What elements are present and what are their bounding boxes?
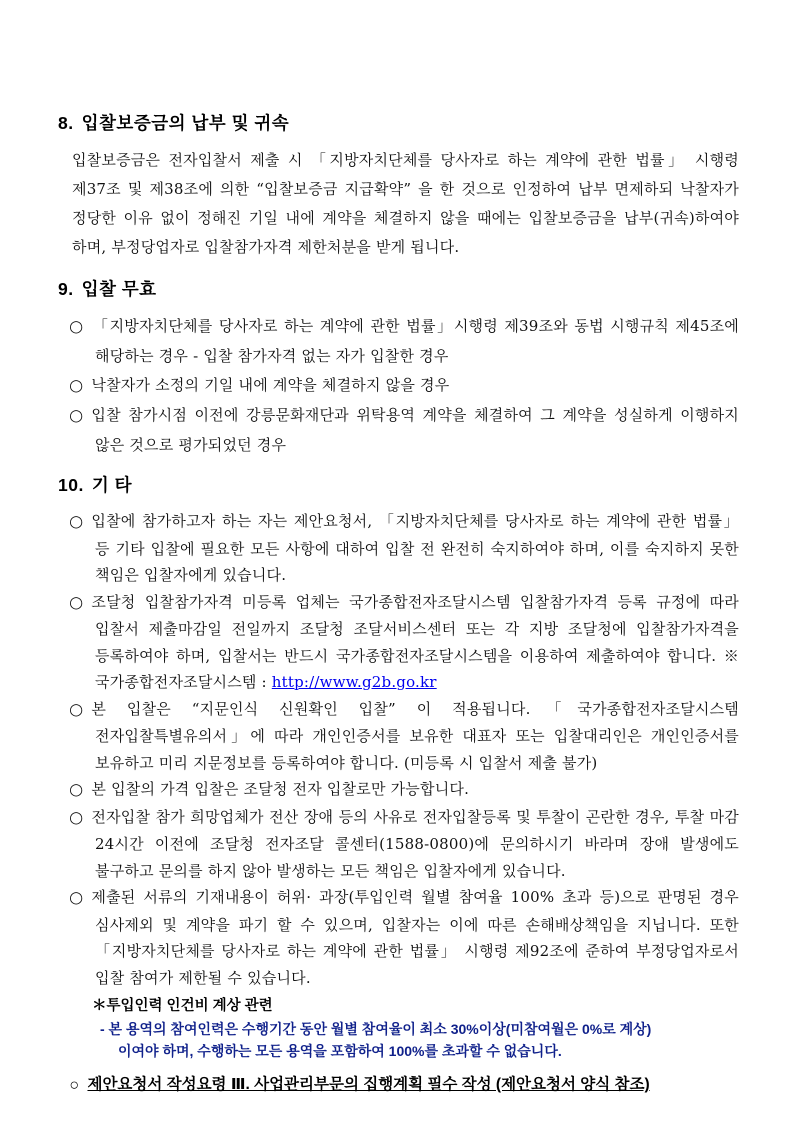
section-9-title: 입찰 무효 — [81, 279, 157, 299]
bullet-text: 입찰에 참가하고자 하는 자는 제안요청서, 「지방자치단체를 당사자로 하는 계약에 관한 법률」 등 기타 입찰에 필요한 모든 사항에 대하여 입찰 전 완전히 숙지하여야 하며, 이를 숙지하지 못한 책임은 입찰자에게 있습니다. — [91, 512, 739, 584]
bullet-text: 입찰 참가시점 이전에 강릉문화재단과 위탁용역 계약을 체결하여 그 계약을 성실하게 이행하지 않은 것으로 평가되었던 경우 — [91, 406, 739, 454]
section-8-body: 입찰보증금은 전자입찰서 제출 시 「지방자치단체를 당사자로 하는 계약에 관한 법률」 시행령 제37조 및 제38조에 의한 “입찰보증금 지급확약” 을 한 것으로 인정하여 납부 면제하되 낙찰자가 정당한 이유 없이 정해진 기일 내에 계약을 체결하지 않을 때에는 입찰보증금을 납부(귀속)하여야 하며, 부정당업자로 입찰참가자격 제한처분을 받게 됩니다. — [72, 151, 739, 256]
section-10-title: 기 타 — [91, 475, 133, 495]
section-8-title: 입찰보증금의 납부 및 귀속 — [81, 113, 290, 133]
manpower-note-title: ＊투입인력 인건비 계상 관련 — [92, 998, 273, 1014]
section-10 — [58, 474, 739, 1099]
section-10-bullet-3 — [69, 696, 739, 777]
section-10-bullet-4 — [69, 776, 739, 804]
section-9 — [58, 278, 739, 460]
circle-bullet-icon: ○ — [69, 317, 84, 337]
section-10-bullet-5 — [69, 804, 739, 885]
circle-bullet-icon: ○ — [69, 376, 84, 396]
circle-bullet-icon: ○ — [69, 512, 84, 532]
circle-bullet-icon: ○ — [69, 808, 84, 827]
manpower-note-line-2: 이여야 하며, 수행하는 모든 용역을 포함하여 100%를 초과할 수 없습니다. — [118, 1043, 562, 1059]
circle-bullet-icon: ○ — [69, 780, 84, 800]
section-9-number: 9. — [58, 279, 74, 299]
bullet-text: 「지방자치단체를 당사자로 하는 계약에 관한 법률」시행령 제39조와 동법 시행규칙 제45조에 해당하는 경우 - 입찰 참가자격 없는 자가 입찰한 경우 — [91, 317, 739, 365]
g2b-url-link[interactable]: http://www.g2b.go.kr — [271, 673, 437, 691]
bullet-text: 본 입찰의 가격 입찰은 조달청 전자 입찰로만 가능합니다. — [91, 780, 470, 798]
section-10-bullet-1 — [69, 508, 739, 589]
section-10-number: 10. — [58, 475, 84, 495]
bullet-text: 전자입찰 참가 희망업체가 전산 장애 등의 사유로 전자입찰등록 및 투찰이 곤란한 경우, 투찰 마감 24시간 이전에 조달청 전자조달 콜센터(1588-0800)에 문의하시기 바라며 장애 발생에도 불구하고 문의를 하지 않아 발생하는 모든 책임은 입찰자에게 있습니다. — [91, 807, 739, 880]
bullet-text: 조달청 입찰참가자격 미등록 업체는 국가종합전자조달시스템 입찰참가자격 등록 규정에 따라 입찰서 제출마감일 전일까지 조달청 조달서비스센터 또는 각 지방 조달청에 입찰참가자격을 등록하여야 하며, 입찰서는 반드시 국가종합전자조달시스템을 이용하여 제출하여야 합니다. ※국가종합전자조달시스템 : — [91, 592, 739, 691]
section-8-number: 8. — [58, 113, 74, 133]
circle-bullet-icon: ○ — [69, 406, 84, 426]
circle-bullet-icon: ○ — [69, 700, 84, 719]
bullet-text: 본 입찰은 “지문인식 신원확인 입찰” 이 적용됩니다.「국가종합전자조달시스템 전자입찰특별유의서」에 따라 개인인증서를 보유한 대표자 또는 입찰대리인은 개인인증서를 보유하고 미리 지문정보를 등록하여야 합니다. (미등록 시 입찰서 제출 불가) — [91, 699, 739, 772]
section-10-bullet-6 — [69, 884, 739, 991]
section-9-bullet-3 — [69, 401, 739, 460]
section-8-heading — [58, 112, 739, 134]
circle-bullet-icon: ○ — [69, 593, 84, 612]
section-10-heading — [58, 474, 739, 496]
section-10-bullet-2 — [69, 589, 739, 696]
section-9-bullet-2 — [69, 371, 739, 401]
circle-bullet-icon: ○ — [69, 1074, 80, 1094]
bullet-text-underlined: 제안요청서 작성요령 Ⅲ. 사업관리부문의 집행계획 필수 작성 (제안요청서 양식 참조) — [87, 1076, 650, 1093]
section-8 — [58, 112, 739, 262]
manpower-cost-note — [58, 995, 739, 1062]
bullet-text: 제출된 서류의 기재내용이 허위· 과장(투입인력 월별 참여율 100% 초과 등)으로 판명된 경우 심사제외 및 계약을 파기 할 수 있으며, 입찰자는 이에 따른 손해배상책임을 지닙니다. 또한 「지방자치단체를 당사자로 하는 계약에 관한 법률」 시행령 제92조에 준하여 부정당업자로서 입찰 참여가 제한될 수 있습니다. — [91, 888, 739, 987]
section-10-bullet-7 — [69, 1070, 739, 1099]
section-9-heading — [58, 278, 739, 300]
circle-bullet-icon: ○ — [69, 888, 84, 908]
section-9-bullet-1 — [69, 312, 739, 371]
manpower-note-line-1: - 본 용역의 참여인력은 수행기간 동안 월별 참여율이 최소 30%이상(미참여월은 0%로 계상) — [100, 1021, 652, 1037]
bullet-text: 낙찰자가 소정의 기일 내에 계약을 체결하지 않을 경우 — [91, 376, 450, 394]
